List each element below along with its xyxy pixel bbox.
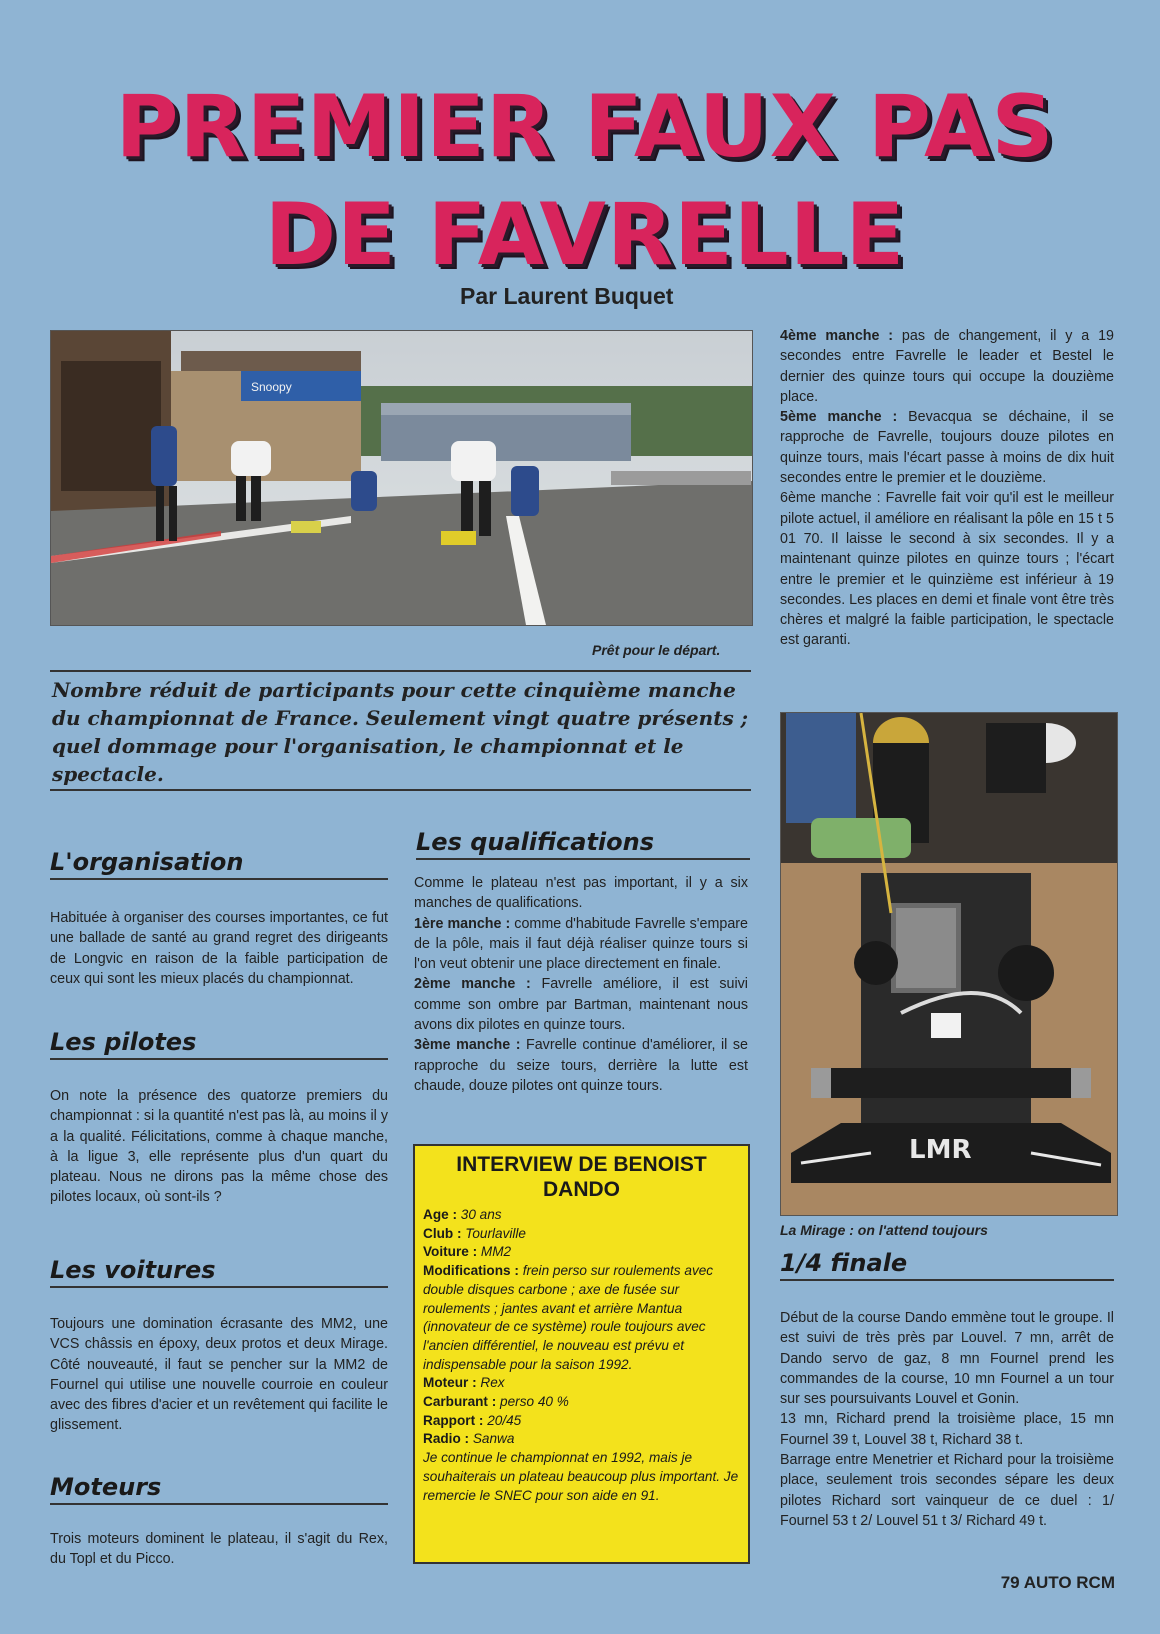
interview-carburant: Carburant : perso 40 % [423, 1394, 569, 1410]
heading-quart-finale: 1/4 finale [780, 1249, 1114, 1281]
quart-finale-p2: 13 mn, Richard prend la troisième place, 15 mn Fournel 39 t, Louvel 38 t, Richard 38 t. [780, 1411, 1114, 1448]
quart-finale-p1: Début de la course Dando emmène tout le groupe. Il est suivi de très près par Louvel. 7 mn, arrêt de Dando servo de gaz, 8 mn Fournel prend les commandes de la course, 10 mn Fournel a un tour sur ses poursuivants Louvel et Gonin. [780, 1310, 1114, 1408]
qualif-manche-4: 4ème manche : pas de changement, il y a 19 secondes entre Favrelle le leader et Bestel le dernier des quinze tours qui occupe la douzième place. [780, 328, 1114, 405]
heading-qualifications: Les qualifications [416, 828, 750, 860]
lead-divider-top [50, 670, 751, 672]
heading-pilotes: Les pilotes [50, 1028, 388, 1060]
qualif-manche-2: 2ème manche : Favrelle améliore, il est suivi comme son ombre par Bartman, maintenant nous avons dix pilotes en quinze tours. [414, 976, 748, 1034]
qualif-manche-1: 1ère manche : comme d'habitude Favrelle s'empare de la pôle, mais il faut déjà réaliser quinze tours si l'on veut obtenir une place directement en finale. [414, 915, 749, 973]
car-photo [780, 712, 1118, 1216]
interview-club: Club : Tourlaville [423, 1225, 526, 1241]
race-start-photo [50, 330, 753, 626]
interview-age: Age : 30 ans [423, 1207, 502, 1222]
text-voitures: Toujours une domination écrasante des MM2, une VCS châssis en époxy, deux protos et deux Mirage. Côté nouveauté, il faut se pencher sur la MM2 de Fournel qui utilise une nouvelle courroie en couleur avec des fibres d'acier et un revêtement qui facilite le glissement. [50, 1316, 388, 1434]
interview-modifications: Modifications : frein perso sur roulements avec double disques carbone ; axe de fusée sur roulements ; jantes avant et arrière Mantua (innovateur de ce système) roule toujours avec l'ancien différentiel, le nouveau est prévu et indispensable pour la saison 1992. [423, 1263, 714, 1372]
car-caption: La Mirage : on l'attend toujours [780, 1222, 988, 1238]
byline: Par Laurent Buquet [460, 283, 674, 309]
heading-voitures: Les voitures [50, 1256, 388, 1288]
heading-organisation: L'organisation [50, 848, 388, 880]
banner-text: Snoopy [251, 380, 292, 394]
race-start-caption: Prêt pour le départ. [592, 642, 721, 658]
interview-box [413, 1144, 750, 1564]
lmr-logo: LMR [909, 1135, 972, 1165]
lead-paragraph: Nombre réduit de participants pour cette cinquième manche du championnat de France. Seulement vingt quatre présents ; quel dommage pour l'organisation, le championnat et le spectacle. [52, 678, 749, 786]
text-qualifications-cont [780, 326, 1114, 651]
title-line-1: PREMIER FAUX PAS [115, 77, 1055, 177]
qualif-intro: Comme le plateau n'est pas important, il y a six manches de qualifications. [414, 875, 748, 912]
qualif-manche-5: 5ème manche : Bevacqua se déchaine, il se rapproche de Favrelle, toujours douze pilotes en quinze tours, mais l'écart passe à moins de dix huit secondes entre le premier et le douzième. [780, 409, 1114, 487]
interview-radio: Radio : Sanwa [423, 1431, 515, 1447]
interview-rapport: Rapport : 20/45 [423, 1412, 522, 1428]
heading-moteurs: Moteurs [50, 1473, 388, 1505]
text-organisation: Habituée à organiser des courses importantes, ce fut une ballade de santé au grand regret des dirigeants de Longvic en raison de la faible participation de ceux qui sont les mieux placés du championnat. [50, 910, 388, 987]
interview-voiture: Voiture : MM2 [423, 1244, 512, 1260]
qualif-manche-3: 3ème manche : Favrelle continue d'améliorer, il se rapproche du seize tours, derrière la lutte est chaude, douze pilotes ont quinze tours. [414, 1037, 748, 1094]
text-moteurs: Trois moteurs dominent le plateau, il s'agit du Rex, du Topl et du Picco. [50, 1531, 388, 1568]
interview-title: INTERVIEW DE BENOIST DANDO [456, 1153, 707, 1201]
qualif-manche-6: 6ème manche : Favrelle fait voir qu'il est le meilleur pilote actuel, il améliore en réalisant la pôle en 15 t 5 01 70. Il laisse le second à six secondes. Il y a maintenant quinze pilotes en quinze tours ; l'écart entre le premier et le quinzième est inférieur à 19 secondes. Les places en demi et finale vont être très chères et malgré la faible participation, le spectacle est garanti. [780, 490, 1114, 649]
text-pilotes: On note la présence des quatorze premiers du championnat : si la quantité n'est pas là, au moins il y a la qualité. Félicitations, comme à chaque manche, à la ligue 3, elle représente plus d'un quart du plateau. Nous ne dirons pas la même chose des pilotes locaux, où sont-ils ? [50, 1088, 388, 1206]
page-footer [1001, 1573, 1115, 1593]
magazine-name: AUTO RCM [1023, 1573, 1115, 1592]
interview-moteur: Moteur : Rex [423, 1375, 505, 1391]
title-line-2: DE FAVRELLE [264, 185, 906, 285]
lead-divider-bottom [50, 789, 751, 791]
text-quart-finale [780, 1308, 1114, 1531]
page-number: 79 [1000, 1573, 1020, 1592]
interview-quote: Je continue le championnat en 1992, mais je souhaiterais un plateau beaucoup plus important. Je remercie le SNEC pour son aide en 91. [423, 1450, 739, 1503]
quart-finale-p3: Barrage entre Menetrier et Richard pour la troisième place, seulement trois secondes sépare les deux pilotes Richard sort vainqueur de ce duel : 1/ Fournel 53 t 2/ Louvel 51 t 3/ Richard 49 t. [780, 1452, 1114, 1529]
text-qualifications [414, 873, 748, 1096]
